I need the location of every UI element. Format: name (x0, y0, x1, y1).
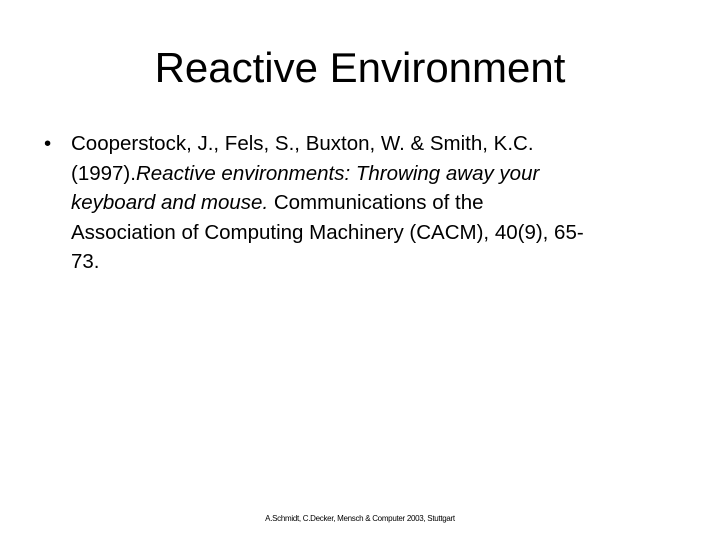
slide-footer: A.Schmidt, C.Decker, Mensch & Computer 2003, Stuttgart (265, 514, 455, 523)
bullet-list (44, 129, 684, 277)
citation-line-2 (71, 159, 684, 189)
citation-title-part-2: keyboard and mouse. (71, 191, 269, 214)
citation-title-part-1: Reactive environments: Throwing away your (135, 161, 540, 185)
citation-journal-part-1: Communications of the (268, 191, 484, 214)
citation-pages-end: 73. (71, 250, 100, 273)
citation-line-3 (71, 188, 684, 218)
bullet-icon: • (44, 132, 52, 155)
citation-journal-part-2: Association of Computing Machinery (CACM), 40(9), 65- (71, 220, 584, 244)
slide-title: Reactive Environment (154, 44, 566, 91)
list-item (44, 129, 684, 277)
citation-year: (1997). (71, 161, 136, 185)
citation-authors: Cooperstock, J., Fels, S., Buxton, W. & Smith, K.C. (71, 132, 534, 155)
